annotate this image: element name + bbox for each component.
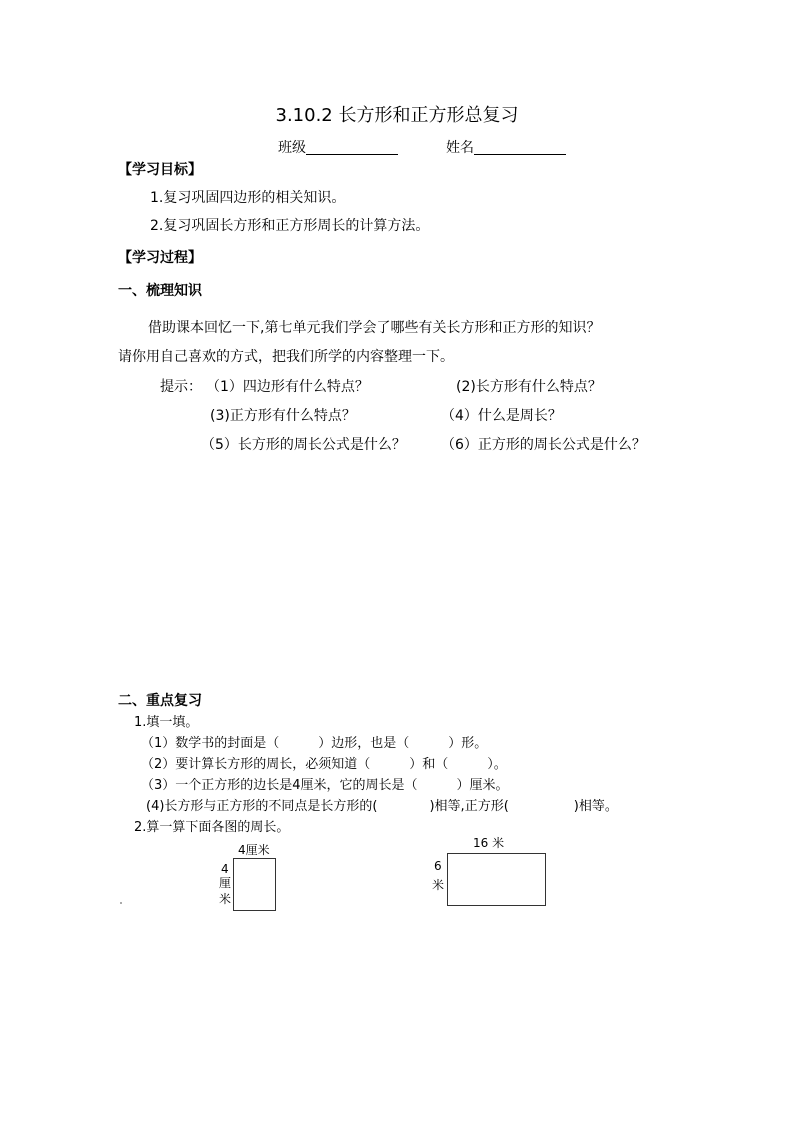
- goal-item: 1.复习巩固四边形的相关知识。: [150, 190, 346, 206]
- rectangle-side-unit: 米: [432, 878, 445, 892]
- class-field: [278, 140, 398, 155]
- square-side-num: 4: [221, 862, 229, 876]
- rectangle-top-label: 16 米: [473, 836, 505, 850]
- fill-item: （1）数学书的封面是（ ）边形，也是（ ）形。: [141, 736, 488, 751]
- question2-label: 2.算一算下面各图的周长。: [134, 820, 290, 835]
- process-heading: 【学习过程】: [118, 250, 202, 266]
- section1-paragraph-line1: 借助课本回忆一下,第七单元我们学会了哪些有关长方形和正方形的知识？: [148, 320, 601, 336]
- hint-label: 提示：: [160, 379, 202, 395]
- class-label: 班级: [278, 140, 306, 156]
- stray-dot: [120, 902, 122, 904]
- name-field: [446, 140, 566, 155]
- name-label: 姓名: [446, 140, 474, 156]
- fill-item: （3）一个正方形的边长是4厘米，它的周长是（ ）厘米。: [141, 778, 509, 793]
- page-title: 3.10.2 长方形和正方形总复习: [275, 105, 519, 126]
- square-side-unit-2: 米: [219, 892, 232, 906]
- hint-item: (2)长方形有什么特点？: [456, 379, 602, 395]
- rectangle-shape: [447, 853, 546, 906]
- rectangle-side-num: 6: [434, 859, 442, 873]
- section1-paragraph-line2: 请你用自己喜欢的方式，把我们所学的内容整理一下。: [118, 349, 454, 365]
- section1-heading: 一、梳理知识: [118, 283, 202, 299]
- hint-item: （6）正方形的周长公式是什么？: [441, 437, 646, 453]
- goal-item: 2.复习巩固长方形和正方形周长的计算方法。: [150, 218, 430, 234]
- hint-item: （4）什么是周长？: [441, 408, 562, 424]
- square-shape: [233, 858, 276, 911]
- goals-heading: 【学习目标】: [118, 162, 202, 178]
- class-blank[interactable]: [306, 140, 398, 155]
- fill-item: (4)长方形与正方形的不同点是长方形的( )相等,正方形( )相等。: [146, 799, 618, 814]
- hint-item: （1）四边形有什么特点？: [206, 379, 369, 395]
- square-top-label: 4厘米: [238, 843, 270, 857]
- hint-item: (3)正方形有什么特点？: [210, 408, 356, 424]
- square-side-unit-1: 厘: [219, 876, 232, 890]
- section2-heading: 二、重点复习: [118, 693, 202, 709]
- name-blank[interactable]: [474, 140, 566, 155]
- question1-label: 1.填一填。: [134, 715, 199, 730]
- fill-item: （2）要计算长方形的周长，必须知道（ ）和（ ）。: [141, 757, 507, 772]
- hint-item: （5）长方形的周长公式是什么？: [201, 437, 406, 453]
